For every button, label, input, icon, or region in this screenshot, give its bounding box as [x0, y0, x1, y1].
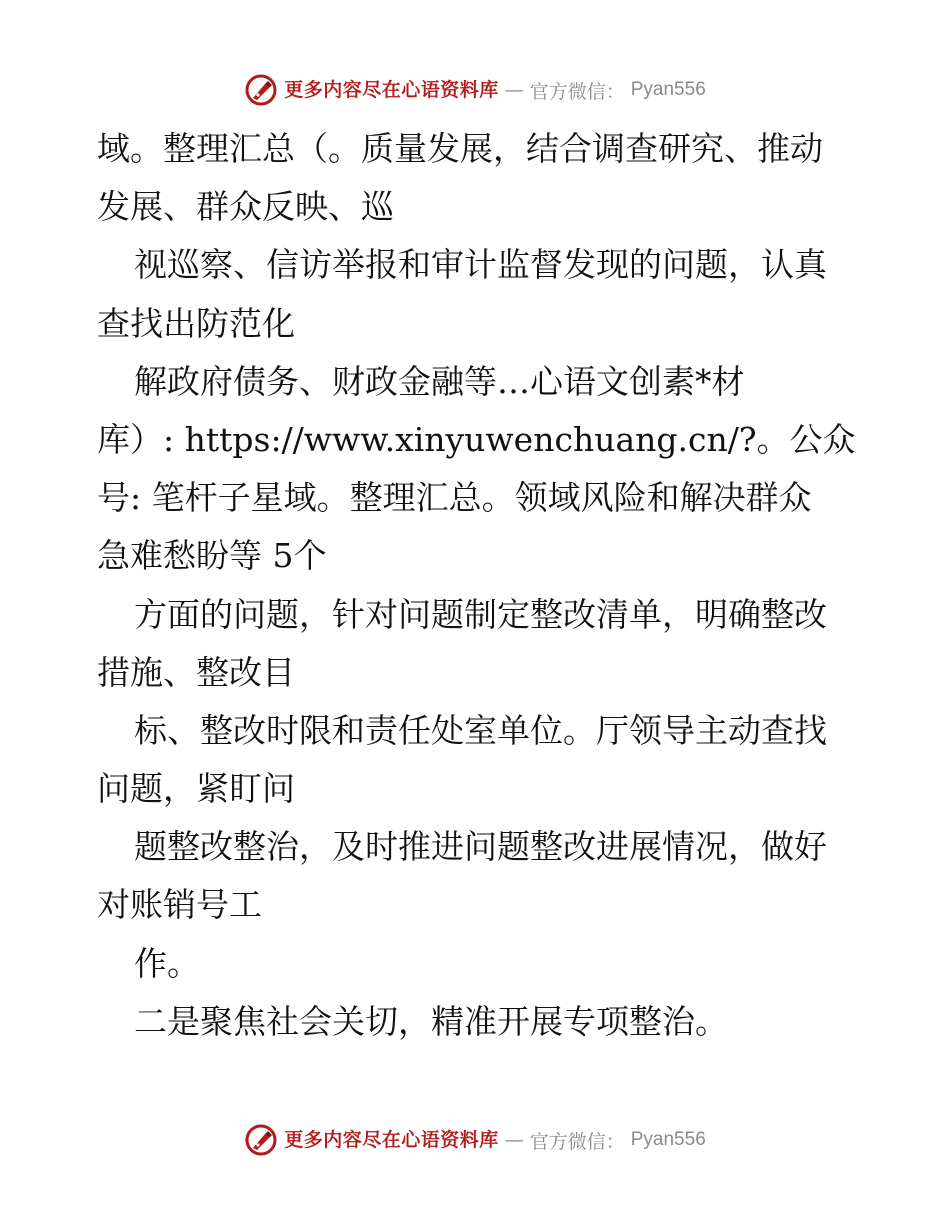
body-line: 域。整理汇总（。质量发展，结合调查研究、推动 — [97, 129, 823, 168]
body-line: 发展、群众反映、巡 — [97, 187, 394, 227]
body-line: 标、整改时限和责任处室单位。厅领导主动查找 — [134, 710, 827, 750]
header-wechat-id: Pyan556 — [630, 79, 706, 100]
header-banner-text: 更多内容尽在心语资料库 — [284, 78, 499, 101]
body-line: 作。 — [134, 943, 200, 983]
body-line: 二是聚焦社会关切，精准开展专项整治。 — [134, 1001, 728, 1041]
body-line: 解政府债务、财政金融等…心语文创素*材 — [134, 361, 745, 401]
body-line: 对账销号工 — [97, 885, 262, 925]
footer-banner — [0, 1120, 950, 1160]
footer-banner-separator: — — [504, 1129, 524, 1151]
pen-nib-logo-icon — [244, 1123, 278, 1157]
body-line: 查找出防范化 — [97, 303, 295, 343]
body-line: 库）: https://www.xinyuwenchuang.cn/?。公众 — [97, 419, 856, 459]
body-line: 方面的问题，针对问题制定整改清单，明确整改 — [134, 594, 827, 634]
body-line: 措施、整改目 — [97, 652, 295, 692]
body-line: 问题，紧盯问 — [97, 769, 295, 809]
document-body — [97, 120, 857, 1051]
pen-nib-logo-icon — [244, 73, 278, 107]
body-line: 急难愁盼等 5个 — [97, 536, 327, 576]
header-wechat-label: 官方微信： — [529, 80, 625, 103]
header-banner-separator: — — [504, 79, 524, 101]
header-banner — [0, 70, 950, 110]
footer-banner-text: 更多内容尽在心语资料库 — [284, 1128, 499, 1151]
body-line: 号: 笔杆子星域。整理汇总。领域风险和解决群众 — [97, 478, 812, 518]
body-line: 视巡察、信访举报和审计监督发现的问题，认真 — [134, 245, 827, 285]
footer-wechat-id: Pyan556 — [630, 1129, 706, 1150]
footer-wechat-label: 官方微信： — [529, 1130, 625, 1153]
body-line: 题整改整治，及时推进问题整改进展情况，做好 — [134, 827, 827, 867]
